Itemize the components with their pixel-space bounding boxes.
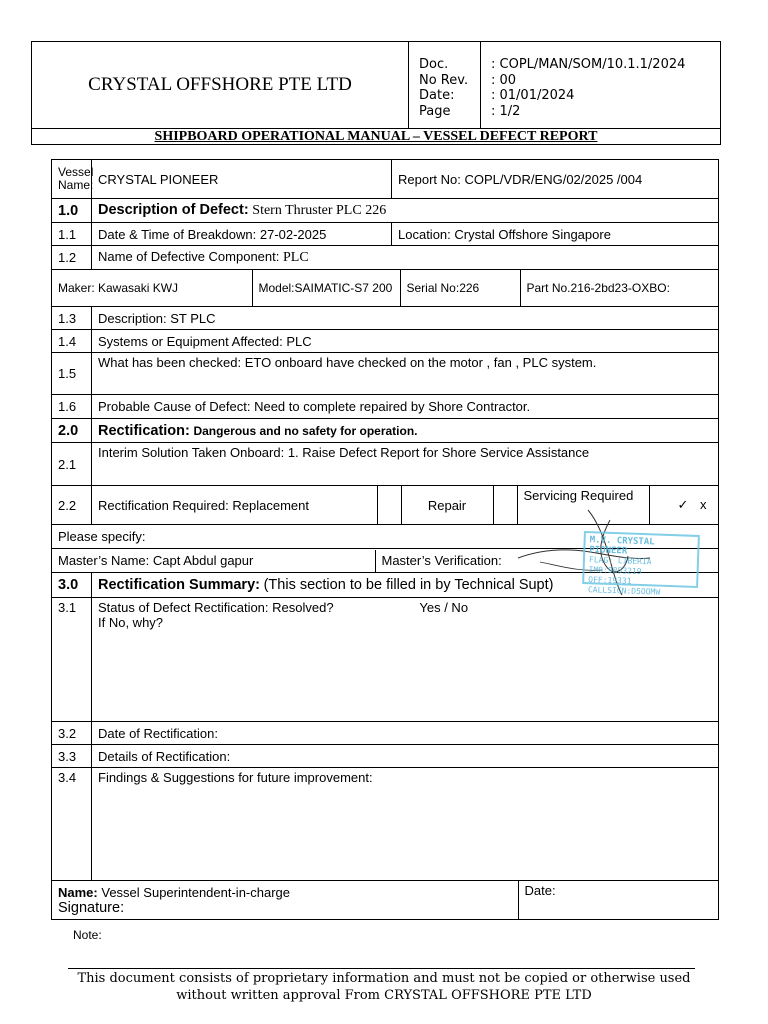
status-rectification-field[interactable] [92,598,719,722]
probable-cause-field[interactable]: Probable Cause of Defect: Need to complete repaired by Shore Contractor. [92,395,719,419]
signoff-row [52,881,719,920]
row-1-5 [52,353,719,395]
row-1-3-number: 1.3 [52,307,92,330]
if-no-why-label: If No, why? [98,615,164,630]
row-3-3-number: 3.3 [52,745,92,768]
row-1-4 [52,330,719,353]
details-rectification-field[interactable]: Details of Rectification: [92,745,719,768]
row-1-1-number: 1.1 [52,223,92,246]
row-3-1 [52,598,719,722]
note-label: Note: [73,928,102,942]
master-name-field[interactable]: Master’s Name: Capt Abdul gapur [58,553,254,568]
yes-no-options[interactable]: Yes / No [419,600,469,615]
row-2-1 [52,443,719,486]
systems-affected-field[interactable]: Systems or Equipment Affected: PLC [92,330,719,353]
breakdown-datetime[interactable]: Date & Time of Breakdown: 27-02-2025 [92,223,392,246]
replacement-checkbox[interactable] [377,486,401,524]
row-1-2 [52,246,719,270]
rev-value: : 00 [491,72,517,88]
date-value: : 01/01/2024 [491,88,575,103]
section-1-title-cell [92,199,719,223]
breakdown-location[interactable]: Location: Crystal Offshore Singapore [392,223,719,246]
component-details-row [52,270,719,307]
rectification-required-label: Rectification Required: Replacement [98,497,309,513]
row-1-2-number: 1.2 [52,246,92,270]
superintendent-field[interactable] [52,881,518,919]
signoff-details [52,881,719,919]
row-3-1-number: 3.1 [52,598,92,722]
section-2-number: 2.0 [52,419,92,443]
row-3-3 [52,745,719,768]
section-1-number: 1.0 [52,199,92,223]
defective-component-cell [92,246,719,270]
stamp-title: M.V. CRYSTAL PIONEER [589,535,655,557]
section-3-number: 3.0 [52,573,92,598]
row-3-2 [52,722,719,745]
row-3-4-number: 3.4 [52,768,92,881]
report-number[interactable]: Report No: COPL/VDR/ENG/02/2025 /004 [392,160,719,199]
vessel-name-value[interactable]: CRYSTAL PIONEER [92,160,392,199]
stamp-flag: FLAG: LIBERIA [588,555,652,567]
section-1-title: Description of Defect: [98,202,249,218]
row-2-2-number: 2.2 [52,486,92,525]
doc-label: Doc. [419,57,449,72]
row-1-6 [52,395,719,419]
component-details [52,270,719,306]
row-3-4 [52,768,719,881]
section-3-note: (This section to be filled in by Technical Supt) [263,577,554,593]
row-1-1 [52,223,719,246]
checked-items-field[interactable]: What has been checked: ETO onboard have checked on the motor , fan , PLC system. [92,353,719,395]
vessel-stamp [582,531,700,597]
rectification-note[interactable]: Dangerous and no safety for operation. [193,423,418,438]
row-1-3 [52,307,719,330]
servicing-required-label: Servicing Required [517,486,649,524]
master-verification-field[interactable]: Master’s Verification: [375,550,719,572]
manual-subtitle: SHIPBOARD OPERATIONAL MANUAL – VESSEL DEFECT REPORT [32,128,720,145]
defect-description-value[interactable]: Stern Thruster PLC 226 [252,203,387,218]
repair-label: Repair [401,486,493,524]
defective-component-label: Name of Defective Component: [98,249,280,264]
row-1-5-number: 1.5 [52,353,92,395]
row-1-6-number: 1.6 [52,395,92,419]
section-3-title: Rectification Summary: [98,577,260,593]
stamp-imo: IMO:9853219 [588,565,642,577]
name-label: Name: [58,884,98,900]
vessel-row [52,160,719,199]
section-1-header [52,199,719,223]
superintendent-name: Vessel Superintendent-in-charge [101,884,290,900]
company-name: CRYSTAL OFFSHORE PTE LTD [32,42,409,128]
part-number-field[interactable]: Part No.216-2bd23-OXBO: [520,270,719,306]
date-label: Date: [419,88,455,103]
section-2-header [52,419,719,443]
signoff-date-field[interactable]: Date: [518,881,719,919]
maker-field[interactable]: Maker: Kawasaki KWJ [58,280,179,295]
vessel-name-label: Vessel Name: [52,160,92,199]
page-value: : 1/2 [491,103,521,119]
footer-divider [68,968,695,969]
document-header [31,41,721,145]
defective-component-value[interactable]: PLC [283,250,309,265]
status-resolved-label: Status of Defect Rectification: Resolved? [98,600,334,615]
row-2-1-number: 2.1 [52,443,92,486]
checkmark-icon: ✓ [677,497,689,512]
stamp-callsign: CALLSIGN:D5OOMW [587,585,661,597]
row-1-4-number: 1.4 [52,330,92,353]
interim-solution-field[interactable]: Interim Solution Taken Onboard: 1. Raise Defect Report for Shore Service Assistance [92,443,719,486]
rev-label: No Rev. [419,72,469,88]
page-label: Page [419,103,451,119]
footer-line-2: without written approval From CRYSTAL OFFSHORE PTE LTD [176,988,592,1003]
serial-field[interactable]: Serial No:226 [400,270,520,306]
footer-disclaimer [40,970,728,1004]
model-field[interactable]: Model:SAIMATIC-S7 200 [252,270,400,306]
findings-field[interactable]: Findings & Suggestions for future improvement: [92,768,719,881]
doc-value: : COPL/MAN/SOM/10.1.1/2024 [491,57,686,72]
defect-description-field[interactable]: Description: ST PLC [92,307,719,330]
component-details-cell [52,270,719,307]
stamp-off: OFF:19331 [588,575,632,586]
footer-line-1: This document consists of proprietary information and must not be copied or otherwise used [77,971,691,986]
signature-label: Signature: [58,899,125,916]
section-2-title-cell [92,419,719,443]
date-rectification-field[interactable]: Date of Rectification: [92,722,719,745]
row-3-2-number: 3.2 [52,722,92,745]
please-specify-field[interactable]: Please specify: [52,525,719,549]
x-mark: x [700,497,707,512]
doc-info-labels [409,42,481,128]
doc-info-values [481,42,722,128]
signoff-cell [52,881,719,920]
section-2-title: Rectification: [98,422,190,439]
